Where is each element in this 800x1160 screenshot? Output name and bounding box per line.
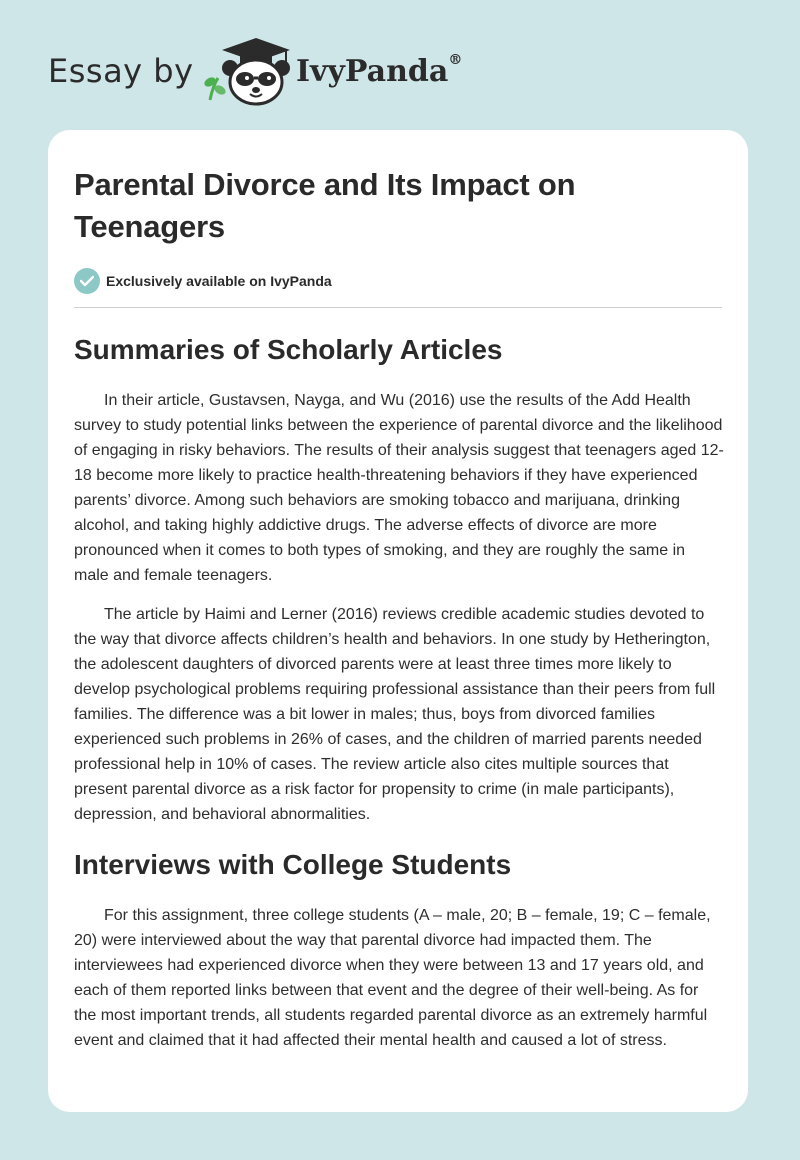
essay-card [48, 130, 748, 1112]
registered-mark: ® [448, 52, 463, 68]
section-heading-summaries: Summaries of Scholarly Articles [74, 334, 503, 365]
panda-graduate-icon[interactable] [200, 34, 292, 106]
exclusive-badge [74, 268, 722, 294]
paragraph: For this assignment, three college students (A – male, 20; B – female, 19; C – female, 20) were interviewed about the way that parental divorce had impacted them. The interviewees had experienced divorce when they were between 13 and 17 years old, and each of them reported links between that event and the degree of their well-being. As for the most important trends, all students regarded parental divorce as an extremely harmful event and claimed that it had affected their mental health and caused a lot of stress. [74, 907, 711, 1049]
brand-header [48, 34, 488, 106]
brand-name[interactable]: IvyPanda® [296, 52, 463, 89]
brand-prefix: Essay by [48, 52, 194, 90]
exclusive-badge-text: Exclusively available on IvyPanda [106, 273, 332, 289]
check-circle-icon [74, 268, 100, 294]
paragraph: The article by Haimi and Lerner (2016) reviews credible academic studies devoted to the way that divorce affects children’s health and behaviors. In one study by Hetherington, the adolescent daughters of divorced parents were at least three times more likely to develop psychological problems requiring professional assistance than their peers from full families. The difference was a bit lower in males; thus, boys from divorced families experienced such problems in 26% of cases, and the children of married parents needed professional help in 10% of cases. The review article also cites multiple sources that present parental divorce as a risk factor for propensity to crime (in male participants), depression, and behavioral abnormalities. [74, 606, 716, 823]
paragraph: In their article, Gustavsen, Nayga, and Wu (2016) use the results of the Add Health survey to study potential links between the experience of parental divorce and the likelihood of engaging in risky behaviors. The results of their analysis suggest that teenagers aged 12-18 become more likely to practice health-threatening behaviors if they have experienced parents’ divorce. Among such behaviors are smoking tobacco and marijuana, drinking alcohol, and taking highly addictive drugs. The adverse effects of divorce are more pronounced when it comes to both types of smoking, and they are roughly the same in male and female teenagers. [74, 392, 724, 584]
page-title: Parental Divorce and Its Impact on Teenagers [74, 167, 576, 244]
divider [74, 307, 722, 308]
section-heading-interviews: Interviews with College Students [74, 849, 512, 880]
